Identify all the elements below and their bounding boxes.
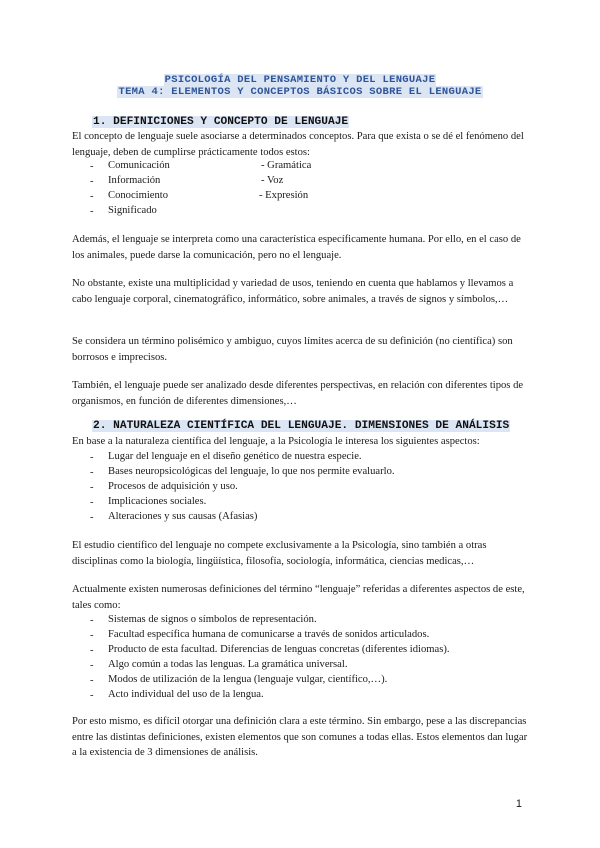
section-1-heading: 1. DEFINICIONES Y CONCEPTO DE LENGUAJE <box>93 116 349 128</box>
bullet-dash: - <box>90 452 94 463</box>
list-item: Comunicación <box>108 160 170 171</box>
list-item: Modos de utilización de la lengua (lenguaje vulgar, científico,…). <box>108 674 388 685</box>
list-item: Procesos de adquisición y uso. <box>108 481 238 492</box>
list-item: Información <box>108 175 161 186</box>
bullet-dash: - <box>90 630 94 641</box>
bullet-dash: - <box>90 161 94 172</box>
document-title: PSICOLOGÍA DEL PENSAMIENTO Y DEL LENGUAJE <box>164 74 436 86</box>
list-item: - Voz <box>261 175 284 186</box>
bullet-dash: - <box>90 191 94 202</box>
page-number: 1 <box>515 798 522 810</box>
paragraph: Se considera un término polisémico y ambiguo, cuyos límites acerca de su definición (no científica) son borrosos e imprecisos. <box>72 336 513 363</box>
section-1-intro: El concepto de lenguaje suele asociarse a determinados conceptos. Para que exista o se dé el fenómeno del lenguaje, deben de cumplirse prácticamente todos estos: <box>72 131 524 158</box>
bullet-dash: - <box>90 660 94 671</box>
list-item: Sistemas de signos o símbolos de representación. <box>108 614 317 625</box>
paragraph: Actualmente existen numerosas definiciones del término “lenguaje” referidas a diferentes aspectos de este, tales como: <box>72 584 525 611</box>
list-item: - Expresión <box>259 190 309 201</box>
bullet-dash: - <box>90 467 94 478</box>
document-subtitle: TEMA 4: ELEMENTOS Y CONCEPTOS BÁSICOS SOBRE EL LENGUAJE <box>118 86 482 98</box>
bullet-dash: - <box>90 482 94 493</box>
bullet-dash: - <box>90 176 94 187</box>
bullet-dash: - <box>90 206 94 217</box>
list-item: Lugar del lenguaje en el diseño genético de nuestra especie. <box>108 451 362 462</box>
paragraph: El estudio científico del lenguaje no compete exclusivamente a la Psicología, sino también a otras disciplinas como la biología, lingüística, filosofía, sociología, informática, ciencias medicas,… <box>72 540 487 567</box>
list-item: Conocimiento <box>108 190 169 201</box>
section-2-intro: En base a la naturaleza científica del lenguaje, a la Psicología le interesa los siguientes aspectos: <box>72 436 480 447</box>
list-item: Acto individual del uso de la lengua. <box>108 689 264 700</box>
paragraph: Por esto mismo, es difícil otorgar una definición clara a este término. Sin embargo, pese a las discrepancias entre las distintas definiciones, existen elementos que son comunes a todas ellas. Estos elementos dan lugar a la existencia de 3 dimensiones de análisis. <box>72 716 528 758</box>
paragraph: También, el lenguaje puede ser analizado desde diferentes perspectivas, en relación con diferentes tipos de organismos, en función de diferentes dimensiones,… <box>72 380 524 407</box>
paragraph: Además, el lenguaje se interpreta como una característica específicamente humana. Por ello, en el caso de los animales, puede darse la comunicación, pero no el lenguaje. <box>72 234 521 261</box>
paragraph: No obstante, existe una multiplicidad y variedad de usos, teniendo en cuenta que hablamos y llevamos a cabo lenguaje corporal, cinematográfico, informático, sobre animales, a través de signos y símbolos,… <box>72 278 514 305</box>
list-item: Alteraciones y sus causas (Afasias) <box>108 511 258 522</box>
bullet-dash: - <box>90 690 94 701</box>
bullet-dash: - <box>90 512 94 523</box>
bullet-dash: - <box>90 497 94 508</box>
list-item: Bases neuropsicológicas del lenguaje, lo que nos permite evaluarlo. <box>108 466 395 477</box>
bullet-dash: - <box>90 615 94 626</box>
list-item: Producto de esta facultad. Diferencias de lenguas concretas (diferentes idiomas). <box>108 644 450 655</box>
bullet-dash: - <box>90 675 94 686</box>
bullet-dash: - <box>90 645 94 656</box>
list-item: Implicaciones sociales. <box>108 496 207 507</box>
list-item: Algo común a todas las lenguas. La gramática universal. <box>108 659 348 670</box>
list-item: Facultad específica humana de comunicarse a través de sonidos articulados. <box>108 629 430 640</box>
list-item: Significado <box>108 205 157 216</box>
section-2-heading: 2. NATURALEZA CIENTÍFICA DEL LENGUAJE. DIMENSIONES DE ANÁLISIS <box>93 420 510 432</box>
list-item: - Gramática <box>261 160 312 171</box>
